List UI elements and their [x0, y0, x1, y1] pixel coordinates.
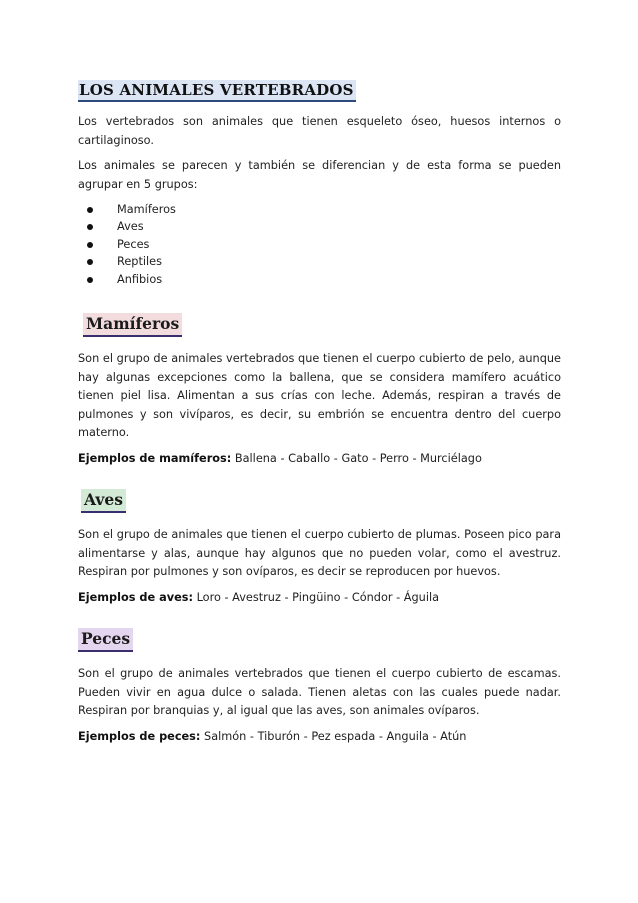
section-title-mamiferos: Mamíferos — [83, 313, 182, 337]
list-item — [78, 236, 561, 253]
examples-list: Salmón - Tiburón - Pez espada - Anguila - Atún — [204, 729, 467, 743]
bullet-icon — [87, 259, 93, 265]
section-text-peces: Son el grupo de animales vertebrados que tienen el cuerpo cubierto de escamas. Pueden vivir en agua dulce o salada. Tienen aletas con las cuales puede nadar. Respiran por branquias y, al igual que las aves, son animales ovíparos. — [78, 667, 561, 718]
examples-label: Ejemplos de peces: — [78, 729, 201, 743]
examples-label: Ejemplos de aves: — [78, 590, 193, 604]
section-peces — [78, 607, 561, 746]
section-title-peces: Peces — [78, 628, 133, 652]
examples-label: Ejemplos de mamíferos: — [78, 451, 232, 465]
list-item-label: Anfibios — [117, 272, 163, 286]
bullet-icon — [87, 207, 93, 213]
list-item-label: Aves — [117, 220, 144, 234]
bullet-icon — [87, 224, 93, 230]
document-content — [78, 80, 561, 746]
list-item — [78, 218, 561, 235]
examples-list: Ballena - Caballo - Gato - Perro - Murciélago — [234, 451, 482, 465]
list-item — [78, 271, 561, 288]
examples-peces — [78, 728, 561, 747]
list-item-label: Peces — [117, 237, 150, 251]
intro-paragraph-2: Los animales se parecen y también se diferencian y de esta forma se pueden agrupar en 5 grupos: — [78, 159, 561, 191]
section-aves — [78, 468, 561, 607]
groups-list — [78, 201, 561, 288]
list-item — [78, 253, 561, 270]
list-item — [78, 201, 561, 218]
list-item-label: Mamíferos — [117, 203, 176, 216]
section-title-aves: Aves — [81, 489, 126, 513]
section-mamiferos — [78, 288, 561, 468]
bullet-icon — [87, 277, 93, 283]
list-item-label: Reptiles — [117, 255, 163, 269]
section-text-mamiferos: Son el grupo de animales vertebrados que tienen el cuerpo cubierto de pelo, aunque hay algunas excepciones como la ballena, que se considera mamífero acuático tienen piel lisa. Alimentan a sus crías con leche. Además, respiran a través de pulmones y son vivíparos, es decir, su embrión se encuentra dentro del cuerpo materno. — [78, 352, 561, 440]
examples-list: Loro - Avestruz - Pingüino - Cóndor - Águila — [196, 590, 440, 604]
examples-aves — [78, 589, 561, 608]
bullet-icon — [87, 242, 93, 248]
section-text-aves: Son el grupo de animales que tienen el cuerpo cubierto de plumas. Poseen pico para alimentarse y alas, aunque hay algunos que no pueden volar, como el avestruz. Respiran por pulmones y son ovíparos, es decir se reproducen por huevos. — [78, 528, 561, 579]
intro-paragraph-1: Los vertebrados son animales que tienen esqueleto óseo, huesos internos o cartilaginoso. — [78, 115, 561, 147]
document-title: LOS ANIMALES VERTEBRADOS — [78, 80, 356, 102]
examples-mamiferos — [78, 450, 561, 469]
